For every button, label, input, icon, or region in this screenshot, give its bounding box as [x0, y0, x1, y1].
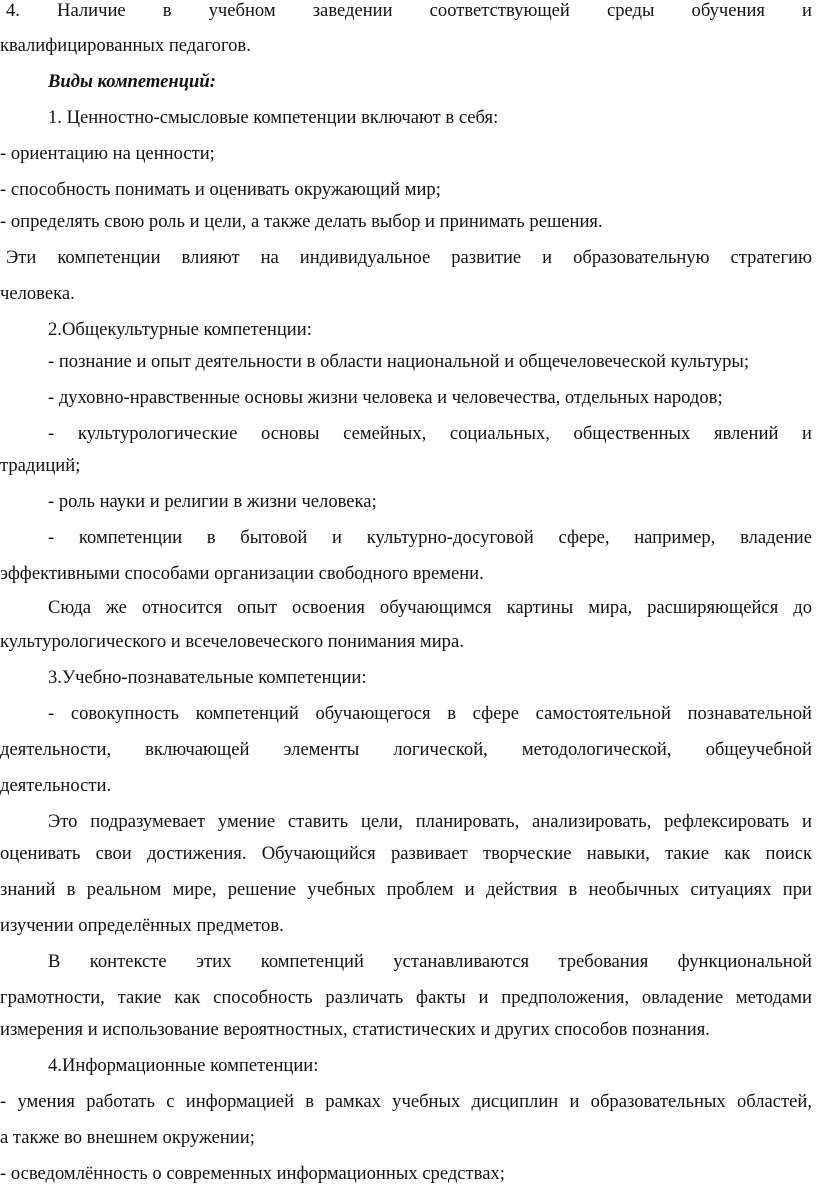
text-line: - компетенции в бытовой и культурно-досуговой сфере, например, владение — [48, 527, 812, 548]
text-line: - совокупность компетенций обучающегося в сфере самостоятельной познавательной — [48, 703, 812, 724]
text-line: - ориентацию на ценности; — [0, 143, 215, 164]
text-line: Это подразумевает умение ставить цели, планировать, анализировать, рефлексировать и — [48, 811, 812, 832]
section-heading: 3.Учебно-познавательные компетенции: — [48, 667, 367, 688]
text-line: культурологического и всечеловеческого понимания мира. — [0, 631, 464, 652]
text-line: - способность понимать и оценивать окружающий мир; — [0, 179, 441, 200]
text-line: а также во внешнем окружении; — [0, 1127, 255, 1148]
text-line: - духовно-нравственные основы жизни человека и человечества, отдельных народов; — [48, 387, 723, 408]
text-line: оценивать свои достижения. Обучающийся развивает творческие навыки, такие как поиск — [0, 843, 812, 864]
text-line: квалифицированных педагогов. — [0, 35, 251, 56]
text-line: человека. — [0, 283, 75, 304]
text-line: - осведомлённость о современных информационных средствах; — [0, 1163, 505, 1184]
text-line: - роль науки и религии в жизни человека; — [48, 491, 377, 512]
text-line: - культурологические основы семейных, социальных, общественных явлений и — [48, 423, 812, 444]
text-line: - умения работать с информацией в рамках учебных дисциплин и образовательных областей, — [0, 1091, 812, 1112]
text-line: эффективными способами организации свободного времени. — [0, 563, 484, 584]
text-line: - определять свою роль и цели, а также делать выбор и принимать решения. — [0, 211, 603, 232]
text-line: традиций; — [0, 455, 81, 476]
text-line: Сюда же относится опыт освоения обучающимся картины мира, расширяющейся до — [48, 597, 812, 618]
text-line: 4. Наличие в учебном заведении соответствующей среды обучения и — [6, 0, 812, 21]
text-line: Эти компетенции влияют на индивидуальное развитие и образовательную стратегию — [6, 247, 812, 268]
text-line: измерения и использование вероятностных, статистических и других способов познания. — [0, 1019, 710, 1040]
text-line: грамотности, такие как способность различать факты и предположения, овладение методами — [0, 987, 812, 1008]
text-line: знаний в реальном мире, решение учебных проблем и действия в необычных ситуациях при — [0, 879, 812, 900]
section-heading: 4.Информационные компетенции: — [48, 1055, 319, 1076]
text-line: изучении определённых предметов. — [0, 915, 284, 936]
text-line: - познание и опыт деятельности в области национальной и общечеловеческой культуры; — [48, 351, 750, 372]
section-heading: 2.Общекультурные компетенции: — [48, 319, 312, 340]
section-heading: Виды компетенций: — [48, 71, 216, 92]
text-line: 1. Ценностно-смысловые компетенции включают в себя: — [48, 107, 499, 128]
text-line: деятельности, включающей элементы логической, методологической, общеучебной — [0, 739, 812, 760]
text-line: деятельности. — [0, 775, 112, 796]
text-line: В контексте этих компетенций устанавливаются требования функциональной — [48, 951, 812, 972]
